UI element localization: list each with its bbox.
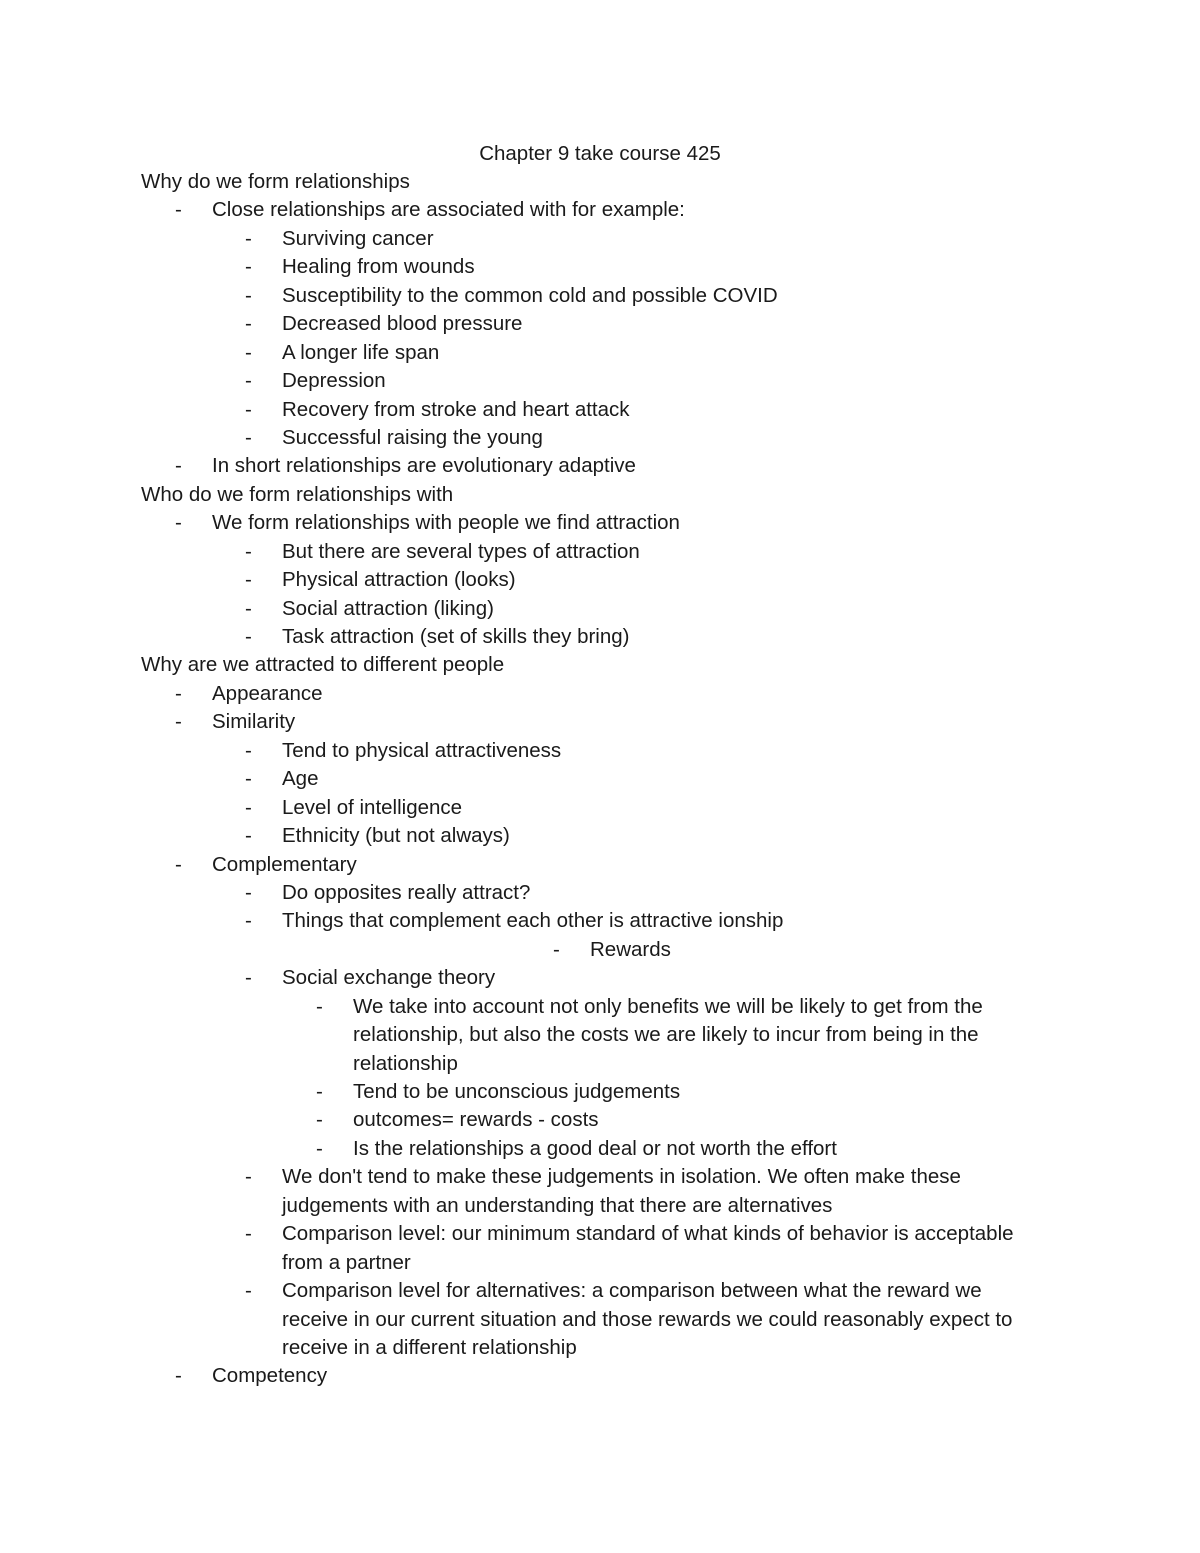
bullet-item (0, 680, 1200, 708)
bullet-text: Social exchange theory (282, 966, 496, 990)
bullet-dash: - (245, 568, 252, 592)
bullet-item (0, 225, 1200, 253)
bullet-dash: - (245, 369, 252, 393)
document-title: Chapter 9 take course 425 (479, 142, 721, 165)
bullet-item (0, 1135, 1200, 1163)
bullet-item (0, 1249, 1200, 1277)
bullet-dash: - (245, 283, 252, 307)
bullet-text: Comparison level: our minimum standard of what kinds of behavior is acceptable (282, 1222, 1014, 1246)
bullet-text: judgements with an understanding that there are alternatives (282, 1193, 833, 1217)
bullet-item (0, 1106, 1200, 1134)
bullet-text: receive in our current situation and those rewards we could reasonably expect to (282, 1307, 1013, 1331)
bullet-text: relationship, but also the costs we are likely to incur from being in the (353, 1023, 979, 1047)
bullet-dash: - (245, 795, 252, 819)
bullet-text: Complementary (212, 852, 357, 876)
bullet-text: outcomes= rewards - costs (353, 1108, 599, 1132)
bullet-dash: - (316, 1108, 323, 1132)
bullet-item (0, 794, 1200, 822)
bullet-text: Things that complement each other is attractive ionship (282, 909, 784, 933)
bullet-item (0, 282, 1200, 310)
bullet-dash: - (175, 681, 182, 705)
bullet-text: Surviving cancer (282, 226, 434, 250)
bullet-item (0, 509, 1200, 537)
bullet-dash: - (175, 454, 182, 478)
bullet-item (0, 1362, 1200, 1390)
bullet-text: In short relationships are evolutionary adaptive (212, 454, 636, 478)
bullet-dash: - (316, 994, 323, 1018)
bullet-dash: - (175, 198, 182, 222)
bullet-dash: - (316, 1080, 323, 1104)
bullet-text: Is the relationships a good deal or not worth the effort (353, 1136, 837, 1160)
bullet-item (0, 339, 1200, 367)
section-heading: Why are we attracted to different people (141, 653, 505, 677)
bullet-item (0, 1078, 1200, 1106)
bullet-dash: - (175, 511, 182, 535)
bullet-item (0, 1277, 1200, 1305)
bullet-item (0, 595, 1200, 623)
bullet-text: Recovery from stroke and heart attack (282, 397, 630, 421)
bullet-dash: - (245, 596, 252, 620)
bullet-dash: - (175, 1364, 182, 1388)
bullet-item (0, 822, 1200, 850)
bullet-item (0, 1021, 1200, 1049)
bullet-dash: - (245, 824, 252, 848)
bullet-dash: - (316, 1136, 323, 1160)
bullet-text: Comparison level for alternatives: a comparison between what the reward we (282, 1279, 982, 1303)
bullet-text: Age (282, 767, 319, 791)
bullet-text: Level of intelligence (282, 795, 463, 819)
bullet-item (0, 538, 1200, 566)
bullet-dash: - (245, 539, 252, 563)
bullet-text: Tend to physical attractiveness (282, 738, 562, 762)
bullet-dash: - (245, 738, 252, 762)
bullet-item (0, 566, 1200, 594)
bullet-item (0, 367, 1200, 395)
bullet-item (0, 1334, 1200, 1362)
bullet-text: Social attraction (liking) (282, 596, 494, 620)
bullet-text: Close relationships are associated with for example: (212, 198, 685, 222)
bullet-item (0, 936, 1200, 964)
bullet-text: We don't tend to make these judgements in isolation. We often make these (282, 1165, 961, 1189)
bullet-text: receive in a different relationship (282, 1335, 577, 1359)
bullet-text: Appearance (212, 681, 323, 705)
bullet-dash: - (245, 880, 252, 904)
bullet-text: We take into account not only benefits we will be likely to get from the (353, 994, 983, 1018)
bullet-text: Healing from wounds (282, 255, 475, 279)
bullet-text: from a partner (282, 1250, 411, 1274)
bullet-item (0, 765, 1200, 793)
bullet-item (0, 708, 1200, 736)
bullet-dash: - (245, 625, 252, 649)
bullet-text: relationship (353, 1051, 458, 1075)
bullet-item (0, 993, 1200, 1021)
bullet-dash: - (245, 1222, 252, 1246)
bullet-dash: - (245, 909, 252, 933)
bullet-dash: - (245, 340, 252, 364)
section-heading: Who do we form relationships with (141, 482, 454, 506)
bullet-item (0, 1192, 1200, 1220)
bullet-item (0, 1306, 1200, 1334)
bullet-dash: - (245, 425, 252, 449)
bullet-item (0, 196, 1200, 224)
bullet-text: Successful raising the young (282, 425, 543, 449)
bullet-dash: - (245, 1165, 252, 1189)
section-heading: Why do we form relationships (141, 170, 410, 193)
bullet-text: Rewards (590, 937, 671, 961)
bullet-text: Competency (212, 1364, 328, 1388)
bullet-item (0, 396, 1200, 424)
bullet-item (0, 964, 1200, 992)
bullet-dash: - (245, 1279, 252, 1303)
bullet-item (0, 1220, 1200, 1248)
bullet-text: But there are several types of attraction (282, 539, 640, 563)
bullet-text: Depression (282, 369, 386, 393)
bullet-text: Do opposites really attract? (282, 880, 531, 904)
bullet-item (0, 879, 1200, 907)
bullet-text: Physical attraction (looks) (282, 568, 516, 592)
bullet-item (0, 907, 1200, 935)
bullet-dash: - (245, 397, 252, 421)
bullet-item (0, 851, 1200, 879)
bullet-item (0, 310, 1200, 338)
bullet-text: We form relationships with people we find attraction (212, 511, 680, 535)
bullet-text: A longer life span (282, 340, 440, 364)
bullet-text: Susceptibility to the common cold and possible COVID (282, 283, 778, 307)
bullet-dash: - (245, 312, 252, 336)
bullet-dash: - (245, 767, 252, 791)
bullet-dash: - (245, 966, 252, 990)
bullet-dash: - (175, 710, 182, 734)
bullet-item (0, 1163, 1200, 1191)
bullet-dash: - (245, 226, 252, 250)
bullet-item (0, 1050, 1200, 1078)
bullet-item (0, 452, 1200, 480)
bullet-text: Ethnicity (but not always) (282, 824, 510, 848)
bullet-text: Similarity (212, 710, 296, 734)
bullet-item (0, 424, 1200, 452)
bullet-dash: - (175, 852, 182, 876)
bullet-text: Decreased blood pressure (282, 312, 523, 336)
bullet-text: Tend to be unconscious judgements (353, 1080, 681, 1104)
bullet-dash: - (553, 937, 560, 961)
bullet-item (0, 253, 1200, 281)
bullet-item (0, 737, 1200, 765)
document-body (0, 168, 1200, 1391)
bullet-dash: - (245, 255, 252, 279)
bullet-item (0, 623, 1200, 651)
bullet-text: Task attraction (set of skills they bring) (282, 625, 630, 649)
